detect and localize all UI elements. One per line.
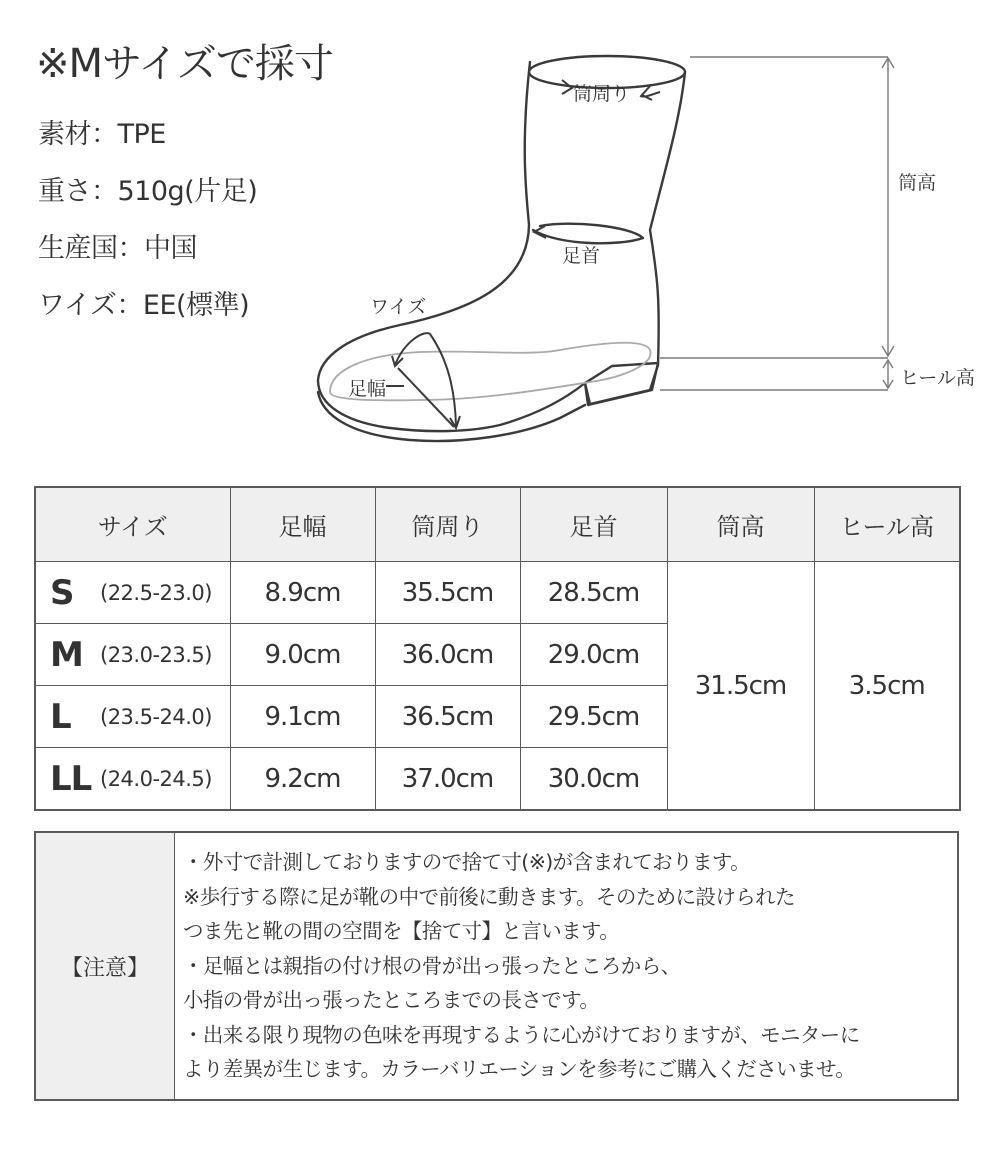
note-line: ・出来る限り現物の色味を再現するように心がけておりますが、モニターに [183,1022,860,1047]
label-foot-width: 足幅 [348,378,387,400]
ankle-cell: 28.5cm [520,562,667,624]
note-line: 小指の骨が出っ張ったところまでの長さです。 [183,988,600,1012]
ankle-cell: 29.0cm [520,624,667,686]
spec-width [38,287,249,325]
label-wise: ワイズ [370,296,427,318]
size-code: L [50,696,71,737]
spec-weight-value: 510g(片足) [117,176,258,207]
notes-title: 【注意】 [36,833,175,1099]
label-ankle: 足首 [562,245,601,267]
foot-width-line [398,368,454,427]
boot-diagram [290,40,995,460]
size-code: M [50,634,83,675]
size-range: (23.0-23.5) [100,642,212,667]
header-foot-width: 足幅 [230,487,375,562]
spec-material-label: 素材 ： [38,119,118,150]
spec-title: ※Mサイズで採寸 [36,41,333,87]
shaft-arrow-head [642,86,652,100]
note-line: より差異が生じます。カラーバリエーションを参考にご購入くださいませ。 [183,1057,856,1081]
size-cell [35,748,230,811]
header-shaft-height: 筒高 [667,487,814,562]
foot-width-cell: 9.0cm [230,624,375,686]
heel-height-cell: 3.5cm [814,562,960,811]
spec-origin-value: 中国 [144,233,197,264]
shaft-height-cell: 31.5cm [667,562,814,811]
size-code: LL [50,758,92,799]
note-line: ・外寸で計測しておりますので捨て寸(※)が含まれております。 [183,850,751,874]
label-shaft-circumference: 筒周り [573,83,631,105]
spec-width-value: EE(標準) [142,290,250,321]
size-table [34,486,961,811]
wise-arc [395,333,456,426]
ankle-ellipse [533,224,643,244]
ankle-cell: 29.5cm [520,686,667,748]
spec-material-value: TPE [117,119,166,150]
size-cell [35,624,230,686]
size-code: S [50,572,74,613]
shaft-start-arrow [562,80,572,94]
foot-width-cell: 9.2cm [230,748,375,811]
spec-material [38,116,166,154]
note-line: ※歩行する際に足が靴の中で前後に動きます。そのために設けられた [183,884,795,909]
ankle-cell: 30.0cm [520,748,667,811]
label-shaft-height: 筒高 [898,172,937,194]
shaft-circumference-cell: 36.5cm [375,686,520,748]
spec-weight-label: 重さ ： [38,176,118,207]
header-size: サイズ [35,487,230,562]
foot-width-cell: 9.1cm [230,686,375,748]
header-shaft-circumference: 筒周り [375,487,520,562]
shaft-circumference-cell: 35.5cm [375,562,520,624]
size-cell [35,686,230,748]
header-ankle: 足首 [520,487,667,562]
size-cell [35,562,230,624]
spec-weight [38,173,257,211]
note-line: つま先と靴の間の空間を【捨て寸】と言います。 [183,919,620,943]
spec-origin-label: 生産国 ： [38,233,144,264]
notes-box [34,831,959,1101]
label-heel-height: ヒール高 [900,367,975,389]
size-range: (24.0-24.5) [100,766,212,791]
size-range: (23.5-24.0) [100,704,212,729]
heel-block [585,363,658,405]
header-heel-height: ヒール高 [814,487,960,562]
shaft-circumference-cell: 37.0cm [375,748,520,811]
table-row [35,562,960,624]
size-range: (22.5-23.0) [100,580,212,605]
notes-body [175,833,957,1099]
spec-origin [38,230,197,268]
shaft-circumference-cell: 36.0cm [375,624,520,686]
spec-width-label: ワイズ ： [38,290,143,321]
table-header-row [35,487,960,562]
boot-diagram-svg [290,40,995,460]
ankle-arrow-head [534,226,546,238]
boot-outline [318,62,685,431]
note-line: ・足幅とは親指の付け根の骨が出っ張ったところから、 [183,953,681,978]
foot-width-cell: 8.9cm [230,562,375,624]
